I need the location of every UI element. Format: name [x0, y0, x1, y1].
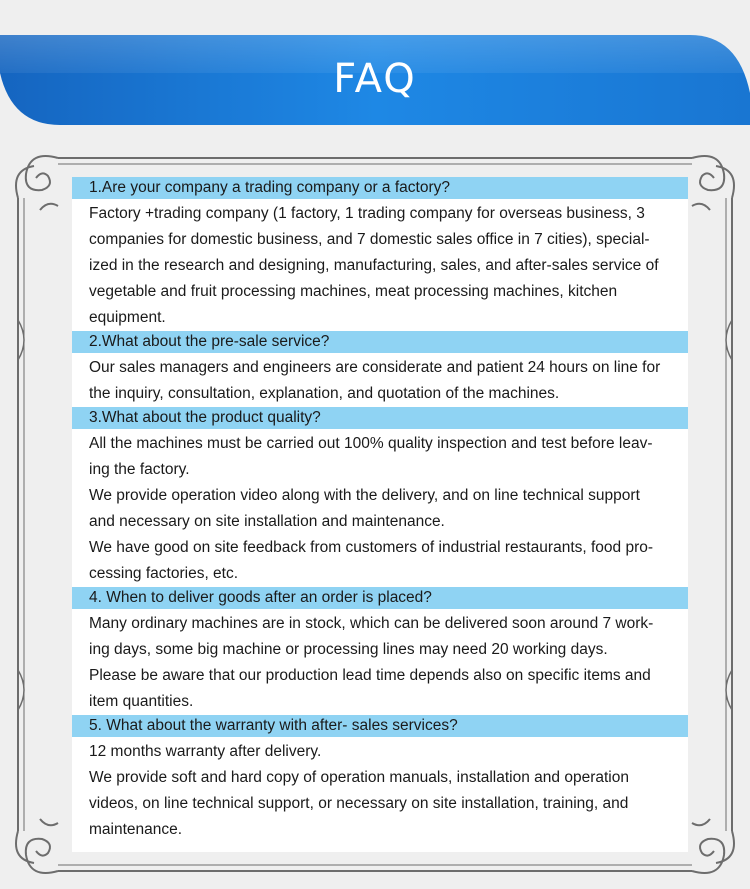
faq-answer: [72, 737, 688, 843]
faq-answer: [72, 609, 688, 715]
faq-question: 4. When to deliver goods after an order is placed?: [72, 587, 688, 609]
faq-item: [72, 177, 688, 331]
faq-answer-line: We provide operation video along with the delivery, and on line technical support: [89, 487, 640, 504]
faq-item: [72, 407, 688, 587]
faq-question: 1.Are your company a trading company or a factory?: [72, 177, 688, 199]
faq-answer: [72, 353, 688, 407]
faq-answer-line: Many ordinary machines are in stock, which can be delivered soon around 7 work-: [89, 615, 654, 632]
faq-answer-line: ing the factory.: [89, 461, 190, 478]
faq-answer-line: cessing factories, etc.: [89, 565, 239, 582]
faq-item: [72, 331, 688, 407]
faq-answer-line: Factory +trading company (1 factory, 1 trading company for overseas business, 3: [89, 205, 645, 222]
faq-answer-line: All the machines must be carried out 100% quality inspection and test before leav-: [89, 435, 653, 452]
page-title: FAQ: [333, 56, 417, 102]
faq-question: 3.What about the product quality?: [72, 407, 688, 429]
faq-header-banner: [0, 33, 750, 125]
faq-answer: [72, 429, 688, 587]
faq-content-panel: [72, 177, 688, 852]
faq-question: 5. What about the warranty with after- sales services?: [72, 715, 688, 737]
faq-answer-line: videos, on line technical support, or necessary on site installation, training, and: [89, 795, 629, 812]
faq-answer-line: equipment.: [89, 309, 166, 326]
faq-answer-line: ing days, some big machine or processing lines may need 20 working days.: [89, 641, 608, 658]
faq-answer-line: We have good on site feedback from customers of industrial restaurants, food pro-: [89, 539, 654, 556]
faq-answer-line: the inquiry, consultation, explanation, and quotation of the machines.: [89, 385, 560, 402]
faq-answer-line: maintenance.: [89, 821, 183, 838]
faq-answer-line: Please be aware that our production lead time depends also on specific items and: [89, 667, 651, 684]
faq-answer-line: companies for domestic business, and 7 domestic sales office in 7 cities), special-: [89, 231, 650, 248]
faq-answer-line: vegetable and fruit processing machines, meat processing machines, kitchen: [89, 283, 618, 300]
faq-answer-line: We provide soft and hard copy of operation manuals, installation and operation: [89, 769, 629, 786]
faq-item: [72, 715, 688, 843]
faq-answer-line: and necessary on site installation and maintenance.: [89, 513, 445, 530]
faq-answer: [72, 199, 688, 331]
faq-list: [72, 177, 688, 843]
faq-answer-line: item quantities.: [89, 693, 194, 710]
faq-answer-line: Our sales managers and engineers are considerate and patient 24 hours on line for: [89, 359, 661, 376]
faq-answer-line: ized in the research and designing, manufacturing, sales, and after-sales service of: [89, 257, 659, 274]
faq-question: 2.What about the pre-sale service?: [72, 331, 688, 353]
faq-item: [72, 587, 688, 715]
faq-answer-line: 12 months warranty after delivery.: [89, 743, 322, 760]
